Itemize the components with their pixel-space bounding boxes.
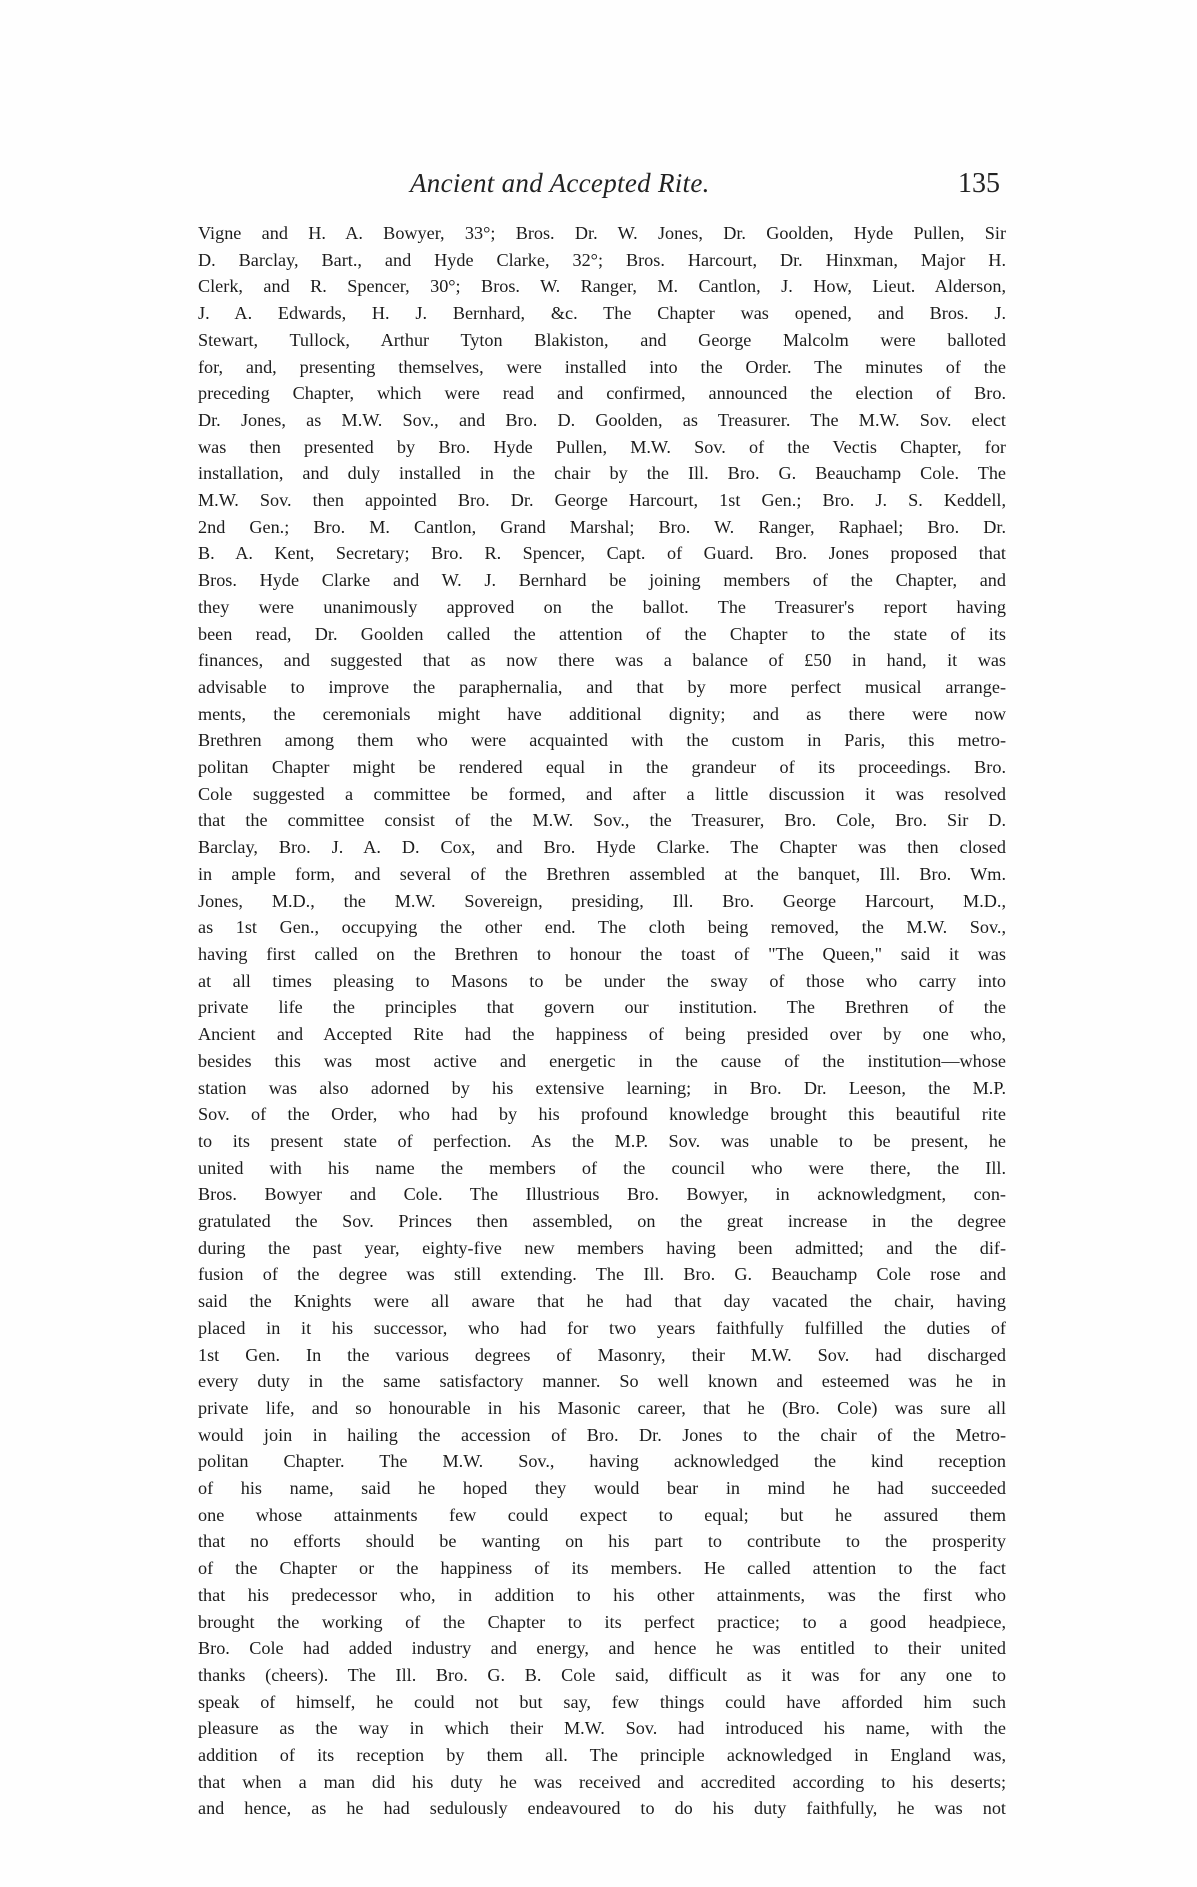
text-line: Cole suggested a committee be formed, and after a little discussion it was resolved: [198, 783, 1006, 804]
text-line: addition of its reception by them all. The principle acknowledged in England was,: [198, 1745, 1006, 1766]
text-line: finances, and suggested that as now there was a balance of £50 in hand, it was: [198, 650, 1006, 671]
text-line: one whose attainments few could expect to equal; but he assured them: [198, 1504, 1006, 1525]
text-line: Sov. of the Order, who had by his profound knowledge brought this beautiful rite: [198, 1104, 1006, 1125]
text-line: placed in it his successor, who had for two years faithfully fulfilled the duties of: [198, 1317, 1006, 1338]
page-number: 135: [958, 168, 1000, 199]
text-line: they were unanimously approved on the ballot. The Treasurer's report having: [198, 596, 1006, 617]
text-line: brought the working of the Chapter to its perfect practice; to a good headpiece,: [198, 1611, 1006, 1632]
text-line: thanks (cheers). The Ill. Bro. G. B. Cole said, difficult as it was for any one to: [198, 1664, 1006, 1685]
text-line: J. A. Edwards, H. J. Bernhard, &c. The Chapter was opened, and Bros. J.: [198, 303, 1006, 324]
text-line: Barclay, Bro. J. A. D. Cox, and Bro. Hyde Clarke. The Chapter was then closed: [198, 837, 1006, 858]
text-line: ments, the ceremonials might have additional dignity; and as there were now: [198, 703, 1006, 724]
text-line: at all times pleasing to Masons to be under the sway of those who carry into: [198, 970, 1006, 991]
text-line: Bros. Hyde Clarke and W. J. Bernhard be joining members of the Chapter, and: [198, 570, 1006, 591]
text-line: private life the principles that govern our institution. The Brethren of the: [198, 997, 1006, 1018]
text-line: Vigne and H. A. Bowyer, 33°; Bros. Dr. W. Jones, Dr. Goolden, Hyde Pullen, Sir: [198, 223, 1006, 243]
text-line: Brethren among them who were acquainted with the custom in Paris, this metro-: [198, 730, 1006, 751]
text-line: said the Knights were all aware that he had that day vacated the chair, having: [198, 1291, 1006, 1312]
text-line: pleasure as the way in which their M.W. Sov. had introduced his name, with the: [198, 1718, 1006, 1739]
text-line: and hence, as he had sedulously endeavoured to do his duty faithfully, he was not: [198, 1798, 1006, 1819]
text-line: united with his name the members of the council who were there, the Ill.: [198, 1157, 1006, 1178]
text-line: having first called on the Brethren to honour the toast of "The Queen," said it was: [198, 943, 1006, 964]
text-line: advisable to improve the paraphernalia, and that by more perfect musical arrange-: [198, 676, 1006, 697]
text-line: of his name, said he hoped they would bear in mind he had succeeded: [198, 1478, 1006, 1499]
page-header: [200, 168, 1000, 208]
running-title: Ancient and Accepted Rite.: [410, 168, 710, 198]
text-line: 2nd Gen.; Bro. M. Cantlon, Grand Marshal; Bro. W. Ranger, Raphael; Bro. Dr.: [198, 516, 1006, 537]
text-line: gratulated the Sov. Princes then assembled, on the great increase in the degree: [198, 1211, 1006, 1232]
text-line: was then presented by Bro. Hyde Pullen, M.W. Sov. of the Vectis Chapter, for: [198, 436, 1006, 457]
text-line: every duty in the same satisfactory manner. So well known and esteemed was he in: [198, 1371, 1006, 1392]
text-line: Stewart, Tullock, Arthur Tyton Blakiston, and George Malcolm were balloted: [198, 329, 1006, 350]
text-line: M.W. Sov. then appointed Bro. Dr. George Harcourt, 1st Gen.; Bro. J. S. Keddell,: [198, 490, 1006, 511]
text-line: of the Chapter or the happiness of its members. He called attention to the fact: [198, 1558, 1006, 1579]
text-line: politan Chapter. The M.W. Sov., having acknowledged the kind reception: [198, 1451, 1006, 1472]
text-line: as 1st Gen., occupying the other end. The cloth being removed, the M.W. Sov.,: [198, 917, 1006, 938]
text-line: 1st Gen. In the various degrees of Masonry, their M.W. Sov. had discharged: [198, 1344, 1006, 1365]
text-line: would join in hailing the accession of Bro. Dr. Jones to the chair of the Metro-: [198, 1424, 1006, 1445]
text-line: Ancient and Accepted Rite had the happiness of being presided over by one who,: [198, 1024, 1006, 1045]
text-line: that his predecessor who, in addition to his other attainments, was the first who: [198, 1584, 1006, 1605]
text-line: Clerk, and R. Spencer, 30°; Bros. W. Ranger, M. Cantlon, J. How, Lieut. Alderson,: [198, 276, 1006, 297]
text-line: that no efforts should be wanting on his part to contribute to the prosperity: [198, 1531, 1006, 1552]
text-line: speak of himself, he could not but say, few things could have afforded him such: [198, 1691, 1006, 1712]
text-line: Jones, M.D., the M.W. Sovereign, presiding, Ill. Bro. George Harcourt, M.D.,: [198, 890, 1006, 911]
text-line: in ample form, and several of the Brethren assembled at the banquet, Ill. Bro. Wm.: [198, 863, 1006, 884]
text-line: to its present state of perfection. As the M.P. Sov. was unable to be present, he: [198, 1130, 1006, 1151]
text-line: installation, and duly installed in the chair by the Ill. Bro. G. Beauchamp Cole. The: [198, 463, 1006, 484]
text-line: besides this was most active and energetic in the cause of the institution—whose: [198, 1050, 1006, 1071]
text-line: that when a man did his duty he was received and accredited according to his deserts;: [198, 1771, 1006, 1792]
text-line: D. Barclay, Bart., and Hyde Clarke, 32°; Bros. Harcourt, Dr. Hinxman, Major H.: [198, 249, 1006, 270]
body-text: [198, 220, 1006, 1822]
text-line: Bro. Cole had added industry and energy, and hence he was entitled to their united: [198, 1638, 1006, 1659]
text-line: Dr. Jones, as M.W. Sov., and Bro. D. Goolden, as Treasurer. The M.W. Sov. elect: [198, 409, 1006, 430]
text-line: fusion of the degree was still extending. The Ill. Bro. G. Beauchamp Cole rose and: [198, 1264, 1006, 1285]
text-line: during the past year, eighty-five new members having been admitted; and the dif-: [198, 1237, 1006, 1258]
text-line: been read, Dr. Goolden called the attention of the Chapter to the state of its: [198, 623, 1006, 644]
text-line: that the committee consist of the M.W. Sov., the Treasurer, Bro. Cole, Bro. Sir D.: [198, 810, 1006, 831]
text-line: politan Chapter might be rendered equal in the grandeur of its proceedings. Bro.: [198, 757, 1006, 778]
text-line: B. A. Kent, Secretary; Bro. R. Spencer, Capt. of Guard. Bro. Jones proposed that: [198, 543, 1006, 564]
text-line: for, and, presenting themselves, were installed into the Order. The minutes of the: [198, 356, 1006, 377]
text-line: private life, and so honourable in his Masonic career, that he (Bro. Cole) was sure all: [198, 1397, 1006, 1418]
text-line: Bros. Bowyer and Cole. The Illustrious Bro. Bowyer, in acknowledgment, con-: [198, 1184, 1006, 1205]
text-line: preceding Chapter, which were read and confirmed, announced the election of Bro.: [198, 383, 1006, 404]
text-line: station was also adorned by his extensive learning; in Bro. Dr. Leeson, the M.P.: [198, 1077, 1006, 1098]
